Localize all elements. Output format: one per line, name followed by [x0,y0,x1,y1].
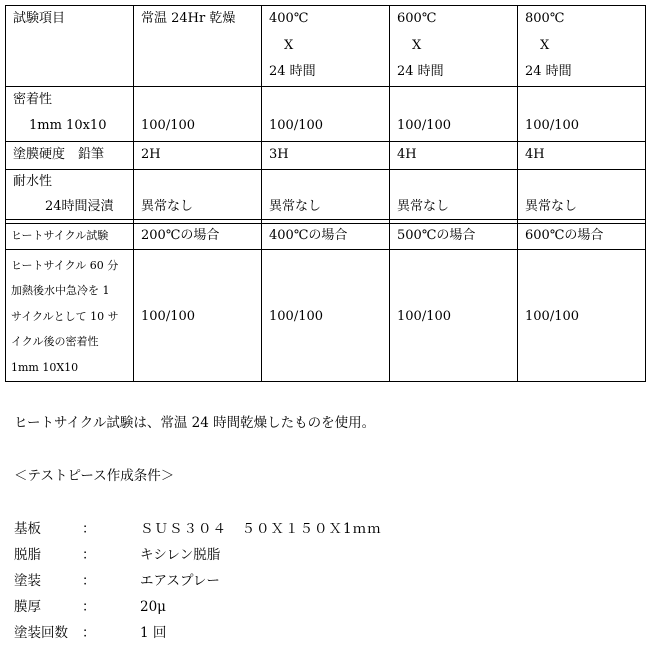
hardness-value: 4H [525,147,545,162]
heatcycle-label: ヒートサイクル試験 [11,229,109,242]
condition-colon: ： [82,521,96,537]
header-600-temp: 600℃ [397,11,437,26]
condition-value: 1 回 [140,625,167,641]
adhesion-value: 100/100 [269,118,324,133]
heatcycle-value: 400℃の場合 [269,228,348,243]
adhesion-label: 密着性 [13,92,53,107]
condition-label: 基板 [14,521,41,537]
header-400-time: 24 時間 [269,64,316,79]
header-600-time: 24 時間 [397,64,444,79]
header-800-temp: 800℃ [525,11,565,26]
header-room-temp: 常温 24Hr 乾燥 [141,11,236,26]
row-divider [5,86,646,87]
adhesion-value: 100/100 [525,118,580,133]
hardness-label: 塗膜硬度 鉛筆 [13,147,105,162]
table-border-bottom [5,381,646,382]
condition-value: 20μ [140,599,166,615]
condition-colon: ： [82,599,96,615]
heatcycle-adhesion-value: 100/100 [269,309,324,324]
col-divider [5,5,6,382]
row-divider [5,169,646,170]
water-value: 異常なし [397,199,450,214]
heatcycle-adhesion-value: 100/100 [525,309,580,324]
condition-label: 膜厚 [14,599,41,615]
heatcycle-adhesion-line: サイクルとして 10 サ [11,310,119,323]
row-divider [5,141,646,142]
header-600-x: X [412,38,422,53]
heatcycle-adhesion-line: ヒートサイクル 60 分 [11,259,119,272]
hardness-value: 2H [141,147,161,162]
test-results-table [5,5,646,382]
row-divider [5,219,646,220]
table-border-top [5,5,646,6]
condition-colon: ： [82,547,96,563]
heatcycle-value: 600℃の場合 [525,228,604,243]
header-800-time: 24 時間 [525,64,572,79]
condition-label: 脱脂 [14,547,41,563]
heatcycle-adhesion-value: 100/100 [141,309,196,324]
double-row-divider [5,223,646,224]
heatcycle-adhesion-value: 100/100 [397,309,452,324]
adhesion-value: 100/100 [141,118,196,133]
water-value: 異常なし [269,199,322,214]
condition-label: 塗装回数 [14,625,68,641]
heatcycle-adhesion-line: イクル後の密着性 [11,335,99,348]
heatcycle-adhesion-line: 加熱後水中急冷を 1 [11,284,110,297]
col-divider [133,5,134,382]
col-divider [261,5,262,382]
col-divider [645,5,646,382]
heatcycle-note: ヒートサイクル試験は、常温 24 時間乾燥したものを使用。 [14,415,376,431]
col-divider [517,5,518,382]
col-divider [389,5,390,382]
hardness-value: 4H [397,147,417,162]
adhesion-value: 100/100 [397,118,452,133]
condition-colon: ： [82,625,96,641]
condition-label: 塗装 [14,573,41,589]
condition-colon: ： [82,573,96,589]
header-test-item: 試験項目 [13,11,66,26]
header-400-x: X [284,38,294,53]
hardness-value: 3H [269,147,289,162]
header-800-x: X [540,38,550,53]
condition-value: キシレン脱脂 [140,547,221,563]
heatcycle-adhesion-line: 1mm 10X10 [11,361,79,374]
water-label: 耐水性 [13,174,53,189]
row-divider [5,249,646,250]
water-value: 異常なし [141,199,194,214]
adhesion-sublabel: 1mm 10x10 [29,118,107,133]
water-sublabel: 24時間浸漬 [45,199,114,214]
conditions-title: ＜テストピース作成条件＞ [14,468,175,484]
condition-value: エアスプレー [140,573,220,589]
header-400-temp: 400℃ [269,11,309,26]
heatcycle-value: 200℃の場合 [141,228,220,243]
condition-value: ＳＵＳ３０４ ５０Ｘ１５０Ｘ1ｍｍ [140,521,382,537]
water-value: 異常なし [525,199,578,214]
heatcycle-value: 500℃の場合 [397,228,476,243]
